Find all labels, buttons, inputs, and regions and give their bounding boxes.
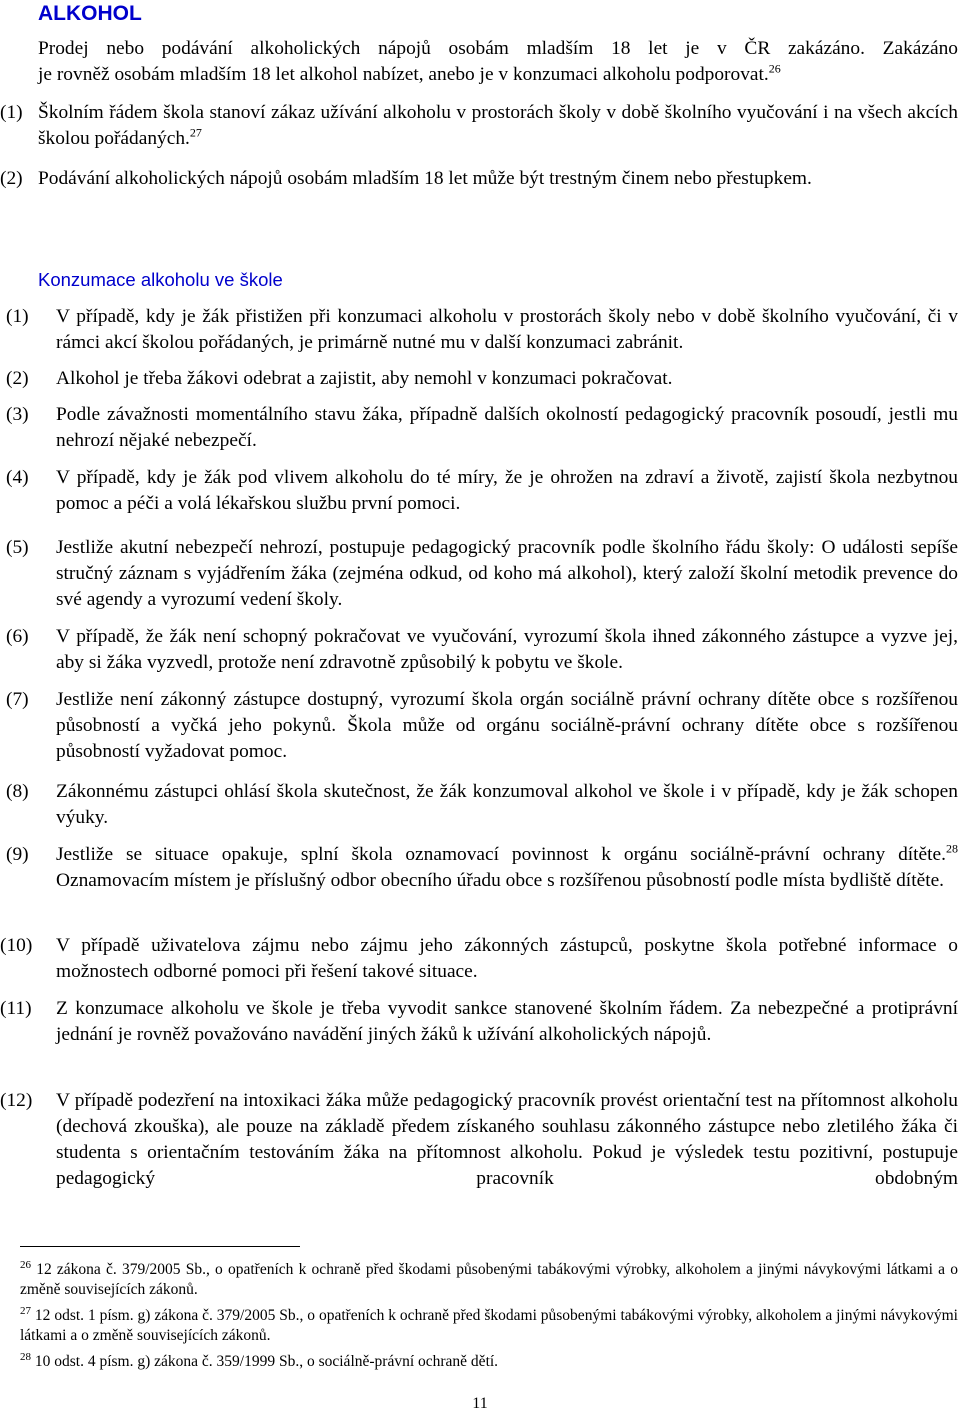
intro-line-2: je rovněž osobám mladším 18 let alkohol nabízet, anebo je v konzumaci alkoholu podporovat.	[38, 64, 769, 85]
footnote-ref: 28	[946, 841, 958, 856]
item-number: (3)	[6, 404, 29, 425]
footnote	[20, 1260, 958, 1300]
subsection-heading: Konzumace alkoholu ve škole	[38, 269, 283, 290]
item-text-part: Jestliže se situace opakuje, splní škola oznamovací povinnost k orgánu sociálně-právní ochrany dítěte.	[56, 844, 946, 865]
list-item	[0, 402, 958, 454]
item-number: (9)	[6, 844, 29, 865]
item-number: (1)	[6, 306, 29, 327]
item-number: (11)	[0, 998, 32, 1019]
list-item	[0, 304, 958, 356]
item-number: (4)	[6, 467, 29, 488]
item-text: V případě, kdy je žák pod vlivem alkoholu do té míry, že je ohrožen na zdraví a životě, zajistí škola nezbytnou pomoc a péči a volá lékařskou službu první pomoci.	[56, 467, 958, 514]
item-number: (6)	[6, 626, 29, 647]
footnote-separator	[20, 1246, 300, 1247]
point-number: (2)	[0, 168, 23, 189]
point-text	[38, 100, 958, 152]
item-number: (8)	[6, 781, 29, 802]
item-text: Jestliže akutní nebezpečí nehrozí, postupuje pedagogický pracovník podle školního řádu školy: O události sepíše stručný záznam s vyjádřením žáka (zejména odkud, od koho má alkohol), který založí školní metodik prevence do své agendy a vyrozumí vedení školy.	[56, 537, 958, 610]
footnote-mark: 27	[20, 1304, 31, 1317]
footnote	[20, 1352, 958, 1372]
footnote-ref: 27	[189, 125, 202, 140]
page-number: 11	[472, 1395, 488, 1412]
footnote-ref: 26	[768, 61, 781, 76]
item-text: Alkohol je třeba žákovi odebrat a zajistit, aby nemohl v konzumaci pokračovat.	[56, 368, 673, 389]
list-item	[0, 535, 958, 613]
footnote-text: 12 zákona č. 379/2005 Sb., o opatřeních k ochraně před škodami působenými tabákovými výrobky, alkoholem a jinými návykovými látkami a o změně souvisejících zákonů.	[20, 1261, 958, 1298]
footnote	[20, 1306, 958, 1346]
item-text: V případě, že žák není schopný pokračovat ve vyučování, vyrozumí škola ihned zákonného zástupce a vyzve jej, aby si žáka vyzvedl, protože není zdravotně způsobilý k pobytu ve škole.	[56, 626, 958, 673]
footnote-mark: 28	[20, 1350, 31, 1363]
item-text: Podle závažnosti momentálního stavu žáka, případně dalších okolností pedagogický pracovník posoudí, jestli mu nehrozí nějaké nebezpečí.	[56, 404, 958, 451]
point-text-content: Školním řádem škola stanoví zákaz užívání alkoholu v prostorách školy v době školního vyučování i na všech akcích školou pořádaných.	[38, 102, 958, 149]
list-item	[0, 779, 958, 831]
section-heading: ALKOHOL	[38, 2, 142, 25]
item-text: Jestliže není zákonný zástupce dostupný, vyrozumí škola orgán sociálně právní ochrany dítěte obce s rozšířenou působností a vyčká jeho pokynů. Škola může od orgánu sociálně-právní ochrany dítěte obce s rozšířenou působností vyžadovat pomoc.	[56, 689, 958, 762]
item-text: Zákonnému zástupci ohlásí škola skutečnost, že žák konzumoval alkohol ve škole i v případě, kdy je žák schopen výuky.	[56, 781, 958, 828]
item-number: (12)	[0, 1090, 33, 1111]
list-item	[0, 933, 958, 985]
item-number: (7)	[6, 689, 29, 710]
item-text-part: Oznamovacím místem je příslušný odbor obecního úřadu obce s rozšířenou působností podle místa bydliště dítěte.	[56, 870, 945, 891]
item-text: V případě uživatelova zájmu nebo zájmu jeho zákonných zástupců, poskytne škola potřebné informace o možnostech odborné pomoci při řešení takové situace.	[56, 935, 958, 982]
list-item	[0, 366, 958, 392]
point-number: (1)	[0, 102, 23, 123]
list-item	[0, 624, 958, 676]
intro-paragraph	[38, 36, 958, 88]
item-text: V případě podezření na intoxikaci žáka může pedagogický pracovník provést orientační test na přítomnost alkoholu (dechová zkouška), ale pouze na základě předem získaného souhlasu zákonného zástupce nebo zletilého žáka či studenta s orientačním testováním žáka na přítomnost alkoholu. Pokud je výsledek testu pozitivní, postupuje pedagogický pracovník obdobným	[56, 1090, 958, 1189]
list-item	[0, 1088, 958, 1192]
list-item	[0, 687, 958, 765]
list-item	[0, 465, 958, 517]
footnote-text: 12 odst. 1 písm. g) zákona č. 379/2005 Sb., o opatřeních k ochraně před škodami působenými tabákovými výrobky, alkoholem a jinými návykovými látkami a o změně souvisejících zákonů.	[20, 1307, 958, 1344]
footnote-mark: 26	[20, 1258, 31, 1271]
footnote-text: 10 odst. 4 písm. g) zákona č. 359/1999 Sb., o sociálně-právní ochraně dětí.	[31, 1353, 499, 1370]
item-text: Z konzumace alkoholu ve škole je třeba vyvodit sankce stanovené školním řádem. Za nebezpečné a protiprávní jednání je rovněž považováno navádění jiných žáků k užívání alkoholických nápojů.	[56, 998, 958, 1045]
top-point	[0, 100, 958, 152]
item-number: (5)	[6, 537, 29, 558]
intro-line-1: Prodej nebo podávání alkoholických nápojů osobám mladším 18 let je v ČR zakázáno. Zakázáno	[38, 38, 958, 59]
list-item	[0, 842, 958, 894]
item-text: V případě, kdy je žák přistižen při konzumaci alkoholu v prostorách školy nebo v době školního vyučování, či v rámci akcí školou pořádaných, je primárně nutné mu v další konzumaci zabránit.	[56, 306, 958, 353]
item-text	[56, 842, 958, 894]
item-number: (2)	[6, 368, 29, 389]
top-point	[0, 166, 958, 192]
item-number: (10)	[0, 935, 33, 956]
point-text: Podávání alkoholických nápojů osobám mladším 18 let může být trestným činem nebo přestupkem.	[38, 168, 812, 189]
list-item	[0, 996, 958, 1048]
